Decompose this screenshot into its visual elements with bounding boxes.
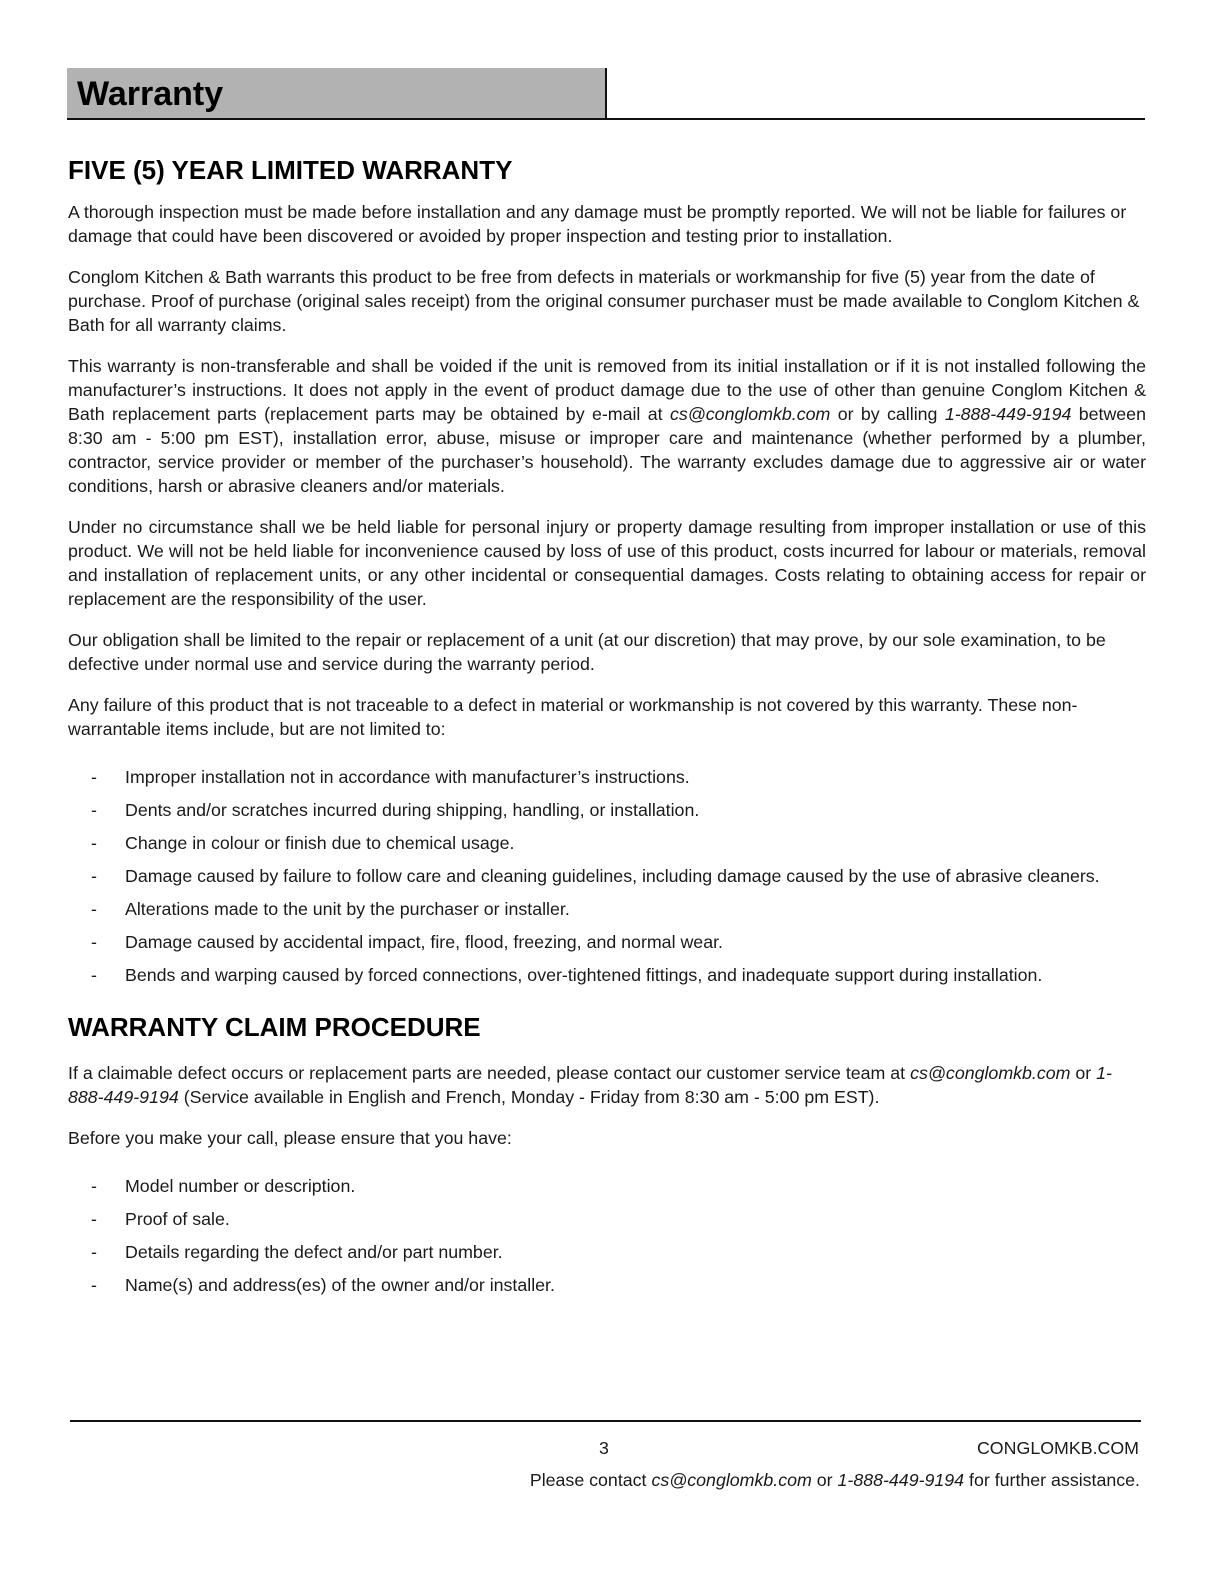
footer-or: or	[816, 1470, 833, 1490]
list-item	[68, 1174, 1146, 1198]
list-item	[68, 930, 1146, 954]
dash-bullet: -	[91, 1209, 97, 1229]
list-item	[68, 798, 1146, 822]
dash-bullet: -	[91, 899, 97, 919]
footer-contact-prefix: Please contact	[529, 1470, 647, 1490]
dash-bullet: -	[91, 932, 97, 952]
list-item	[68, 1207, 1146, 1231]
list-item-text: Proof of sale.	[125, 1209, 230, 1229]
list-item-text: Alterations made to the unit by the purchaser or installer.	[125, 899, 570, 919]
dash-bullet: -	[91, 800, 97, 820]
list-item-text: Dents and/or scratches incurred during shipping, handling, or installation.	[125, 800, 700, 820]
page-title: Warranty	[77, 75, 224, 113]
p3-text-c: between 8:30 am - 5:00 pm EST), installation error, abuse, misuse or improper care and maintenance (whether performed by a plumber, contractor, service provider or member of the purchaser’s household). The warranty excludes damage due to aggressive air or water conditions, harsh or abrasive cleaners and/or materials.	[68, 404, 1146, 496]
warranty-paragraph-1: A thorough inspection must be made before installation and any damage must be promptly reported. We will not be liable for failures or damage that could have been discovered or avoided by proper inspection and testing prior to installation.	[68, 202, 1127, 246]
p3-phone-link[interactable]: 1-888-449-9194	[944, 404, 1072, 424]
warranty-paragraph-5: Our obligation shall be limited to the repair or replacement of a unit (at our discretion) that may prove, by our sole examination, to be defective under normal use and service during the warranty period.	[68, 630, 1106, 674]
warranty-paragraph-4: Under no circumstance shall we be held liable for personal injury or property damage resulting from improper installation or use of this product. We will not be held liable for inconvenience caused by loss of use of this product, costs incurred for labour or materials, removal and installation of replacement units, or any other incidental or consequential damages. Costs relating to obtaining access for repair or replacement are the responsibility of the user.	[68, 517, 1146, 609]
dash-bullet: -	[91, 1242, 97, 1262]
section-header-tab	[67, 68, 607, 118]
page-number: 3	[599, 1438, 609, 1458]
footer-email-link[interactable]: cs@conglomkb.com	[651, 1470, 812, 1490]
claim-phone-link[interactable]: 1-888-449-9194	[68, 1063, 1112, 1107]
claim-heading: WARRANTY CLAIM PROCEDURE	[68, 1012, 481, 1042]
list-item-text: Bends and warping caused by forced connections, over-tightened fittings, and inadequate support during installation.	[125, 965, 1043, 985]
dash-bullet: -	[91, 767, 97, 787]
list-item	[68, 1273, 1146, 1297]
footer-contact-suffix: for further assistance.	[969, 1470, 1140, 1490]
footer-phone-link[interactable]: 1-888-449-9194	[837, 1470, 965, 1490]
dash-bullet: -	[91, 833, 97, 853]
page-content	[68, 150, 1146, 1306]
list-item	[68, 831, 1146, 855]
claim-paragraph-2: Before you make your call, please ensure that you have:	[68, 1128, 512, 1148]
section-header-bar	[67, 68, 1145, 120]
footer-divider	[70, 1420, 1141, 1422]
list-item	[68, 1240, 1146, 1264]
p3-text-b: or by calling	[837, 404, 938, 424]
footer-website-link[interactable]: CONGLOMKB.COM	[976, 1438, 1139, 1458]
warranty-heading: FIVE (5) YEAR LIMITED WARRANTY	[68, 155, 513, 185]
list-item-text: Change in colour or finish due to chemical usage.	[125, 833, 515, 853]
list-item	[68, 963, 1146, 987]
list-item	[68, 765, 1146, 789]
claim-text-a: If a claimable defect occurs or replacement parts are needed, please contact our customer service team at	[68, 1063, 906, 1083]
exclusions-list	[68, 765, 1146, 987]
dash-bullet: -	[91, 866, 97, 886]
warranty-paragraph-2: Conglom Kitchen & Bath warrants this product to be free from defects in materials or workmanship for five (5) year from the date of purchase. Proof of purchase (original sales receipt) from the original consumer purchaser must be made available to Conglom Kitchen & Bath for all warranty claims.	[68, 267, 1140, 335]
footer-contact-line	[530, 1468, 1140, 1492]
claim-checklist	[68, 1174, 1146, 1297]
claim-text-b: or	[1075, 1063, 1092, 1083]
warranty-paragraph-3	[68, 354, 1146, 498]
list-item-text: Damage caused by accidental impact, fire, flood, freezing, and normal wear.	[125, 932, 723, 952]
list-item-text: Improper installation not in accordance with manufacturer’s instructions.	[125, 767, 690, 787]
claim-email-link[interactable]: cs@conglomkb.com	[910, 1063, 1071, 1083]
warranty-paragraph-6: Any failure of this product that is not traceable to a defect in material or workmanship is not covered by this warranty. These non-warrantable items include, but are not limited to:	[68, 695, 1078, 739]
list-item	[68, 897, 1146, 921]
claim-paragraph-1	[68, 1061, 1146, 1109]
list-item	[68, 864, 1146, 888]
p3-email-link[interactable]: cs@conglomkb.com	[669, 404, 831, 424]
p3-text-a: This warranty is non-transferable and shall be voided if the unit is removed from its initial installation or if it is not installed following the manufacturer’s instructions. It does not apply in the event of product damage due to the use of other than genuine Conglom Kitchen & Bath replacement parts (replacement parts may be obtained by e-mail at	[68, 356, 1146, 424]
list-item-text: Damage caused by failure to follow care and cleaning guidelines, including damage caused by the use of abrasive cleaners.	[125, 866, 1100, 886]
dash-bullet: -	[91, 1176, 97, 1196]
dash-bullet: -	[91, 965, 97, 985]
list-item-text: Model number or description.	[125, 1176, 356, 1196]
list-item-text: Name(s) and address(es) of the owner and/or installer.	[125, 1275, 555, 1295]
dash-bullet: -	[91, 1275, 97, 1295]
list-item-text: Details regarding the defect and/or part number.	[125, 1242, 503, 1262]
claim-text-c: (Service available in English and French, Monday - Friday from 8:30 am - 5:00 pm EST).	[183, 1087, 880, 1107]
